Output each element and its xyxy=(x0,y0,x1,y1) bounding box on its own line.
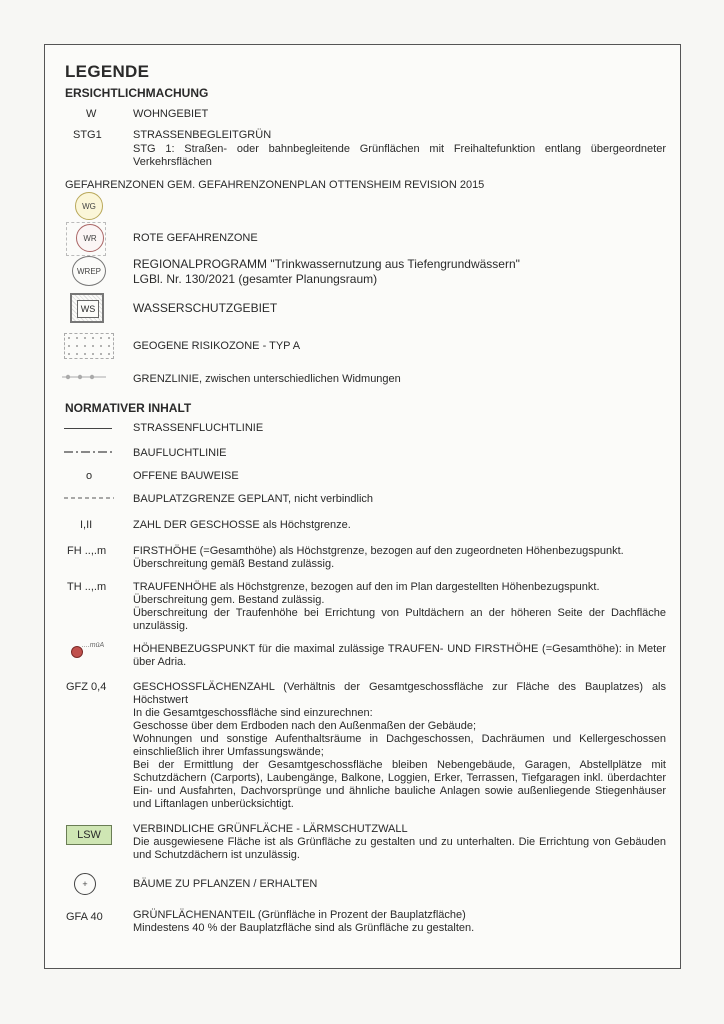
gfz-symbol: GFZ 0,4 xyxy=(66,681,107,693)
gfa-symbol: GFA 40 xyxy=(66,911,103,923)
wohngebiet-symbol: W xyxy=(86,108,97,120)
wr-symbol-text: WR xyxy=(83,233,97,243)
wr-zone-icon xyxy=(76,224,104,252)
baufluchtlinie-label: BAUFLUCHTLINIE xyxy=(133,447,227,459)
lsw-label-line1: VERBINDLICHE GRÜNFLÄCHE - LÄRMSCHUTZWALL xyxy=(133,823,408,835)
hoehenbezugspunkt-label: HÖHENBEZUGSPUNKT für die maximal zulässige TRAUFEN- UND FIRSTHÖHE (=Gesamthöhe): in Meter über Adria. xyxy=(133,643,666,668)
wohngebiet-label: WOHNGEBIET xyxy=(133,108,209,120)
gfa-label-line1: GRÜNFLÄCHENANTEIL (Grünfläche in Prozent der Bauplatzfläche) xyxy=(133,909,466,921)
baum-symbol: + xyxy=(82,879,88,889)
wrep-symbol-text: WREP xyxy=(77,266,101,276)
geogene-label: GEOGENE RISIKOZONE - TYP A xyxy=(133,340,301,352)
baufluchtlinie-icon xyxy=(64,449,114,455)
legend-title: LEGENDE xyxy=(65,62,150,81)
wg-symbol-text: WG xyxy=(82,201,96,211)
geschosse-symbol: I,II xyxy=(80,519,93,531)
wr-label: ROTE GEFAHRENZONE xyxy=(133,232,258,244)
wrep-zone-icon xyxy=(72,256,106,286)
baum-label: BÄUME ZU PFLANZEN / ERHALTEN xyxy=(133,878,318,890)
lsw-label-line2: Die ausgewiesene Fläche ist als Grünfläche zu gestalten und zu unterhalten. Die Errichtung von Gebäuden und Schutzdächern ist unzulässig. xyxy=(133,836,666,861)
grenzlinie-label: GRENZLINIE, zwischen unterschiedlichen Widmungen xyxy=(133,373,401,385)
gfz-label-line4: Wohnungen und sonstige Aufenthaltsräume in Dachgeschossen, Dachräumen und Kellergeschossen einschließlich ihrer Umfassungswände; xyxy=(133,733,666,758)
offene-bauweise-label: OFFENE BAUWEISE xyxy=(133,470,239,482)
bauplatzgrenze-icon xyxy=(64,495,114,501)
traufenhoehe-label-line1: TRAUFENHÖHE als Höchstgrenze, bezogen auf den im Plan dargestellten Höhenbezugspunkt. xyxy=(133,581,600,593)
gfz-label-line2: In die Gesamtgeschossfläche sind einzurechnen: xyxy=(133,707,373,719)
wg-zone-icon xyxy=(75,192,103,220)
hoehenbezugspunkt-symbol: ....müA xyxy=(82,642,105,649)
firsthoehe-symbol: FH ..,.m xyxy=(67,545,107,557)
firsthoehe-label-line2: Überschreitung gemäß Bestand zulässig. xyxy=(133,558,335,570)
baum-icon xyxy=(74,873,96,895)
gfz-label-line1: GESCHOSSFLÄCHENZAHL (Verhältnis der Gesamtgeschossfläche zur Fläche des Bauplatzes) als Höchstwert xyxy=(133,681,666,706)
offene-bauweise-symbol: o xyxy=(86,470,93,482)
strassenfluchtlinie-label: STRASSENFLUCHTLINIE xyxy=(133,422,264,434)
traufenhoehe-symbol: TH ..,.m xyxy=(67,581,107,593)
traufenhoehe-label-line2: Überschreitung gem. Bestand zulässig. xyxy=(133,594,325,606)
strassenfluchtlinie-icon xyxy=(64,428,112,429)
ws-symbol-text: WS xyxy=(77,300,99,318)
section-ersichtlichmachung: ERSICHTLICHMACHUNG xyxy=(65,86,209,100)
section-normativer-inhalt: NORMATIVER INHALT xyxy=(65,401,192,415)
ws-label: WASSERSCHUTZGEBIET xyxy=(133,301,278,315)
wasserschutz-icon xyxy=(70,293,104,323)
wrep-label-line1: REGIONALPROGRAMM "Trinkwassernutzung aus Tiefengrundwässern" xyxy=(133,257,520,271)
traufenhoehe-label-line3: Überschreitung der Traufenhöhe bei Errichtung von Pultdächern an der höheren Seite der Dachfläche unzulässig. xyxy=(133,607,666,632)
gfz-label-line5: Bei der Ermittlung der Gesamtgeschossfläche bleiben Nebengebäude, Garagen, Abstellplätze mit Schutzdächern (Carports), Laubengänge, Balkone, Loggien, Erker, Terrassen, Tiefgaragen inkl. überdachter Ein- und Ausfahrten, Dachvorsprünge und ähnliche bauliche Anlagen sowie außenliegende Stiegenhäuser und Liftanlagen unberücksichtigt. xyxy=(133,759,666,810)
geschosse-label: ZAHL DER GESCHOSSE als Höchstgrenze. xyxy=(133,519,351,531)
firsthoehe-label-line1: FIRSTHÖHE (=Gesamthöhe) als Höchstgrenze, bezogen auf den zugeordneten Höhenbezugspunkt. xyxy=(133,545,624,557)
stg-description: STG 1: Straßen- oder bahnbegleitende Grünflächen mit Freihaltefunktion entlang übergeordneter Verkehrsflächen xyxy=(133,143,666,168)
stg-symbol: STG1 xyxy=(73,129,102,141)
gefahrenzonen-heading: GEFAHRENZONEN GEM. GEFAHRENZONENPLAN OTTENSHEIM REVISION 2015 xyxy=(65,179,485,191)
wrep-label-line2: LGBl. Nr. 130/2021 (gesamter Planungsraum) xyxy=(133,272,378,286)
stg-label: STRASSENBEGLEITGRÜN xyxy=(133,129,272,141)
gfz-label-line3: Geschosse über dem Erdboden nach den Außenmaßen der Gebäude; xyxy=(133,720,477,732)
gfa-label-line2: Mindestens 40 % der Bauplatzfläche sind als Grünfläche zu gestalten. xyxy=(133,922,475,934)
geogene-zone-icon xyxy=(64,333,114,359)
grenzlinie-icon xyxy=(60,372,108,382)
lsw-symbol: LSW xyxy=(66,825,112,845)
bauplatzgrenze-label: BAUPLATZGRENZE GEPLANT, nicht verbindlich xyxy=(133,493,374,505)
